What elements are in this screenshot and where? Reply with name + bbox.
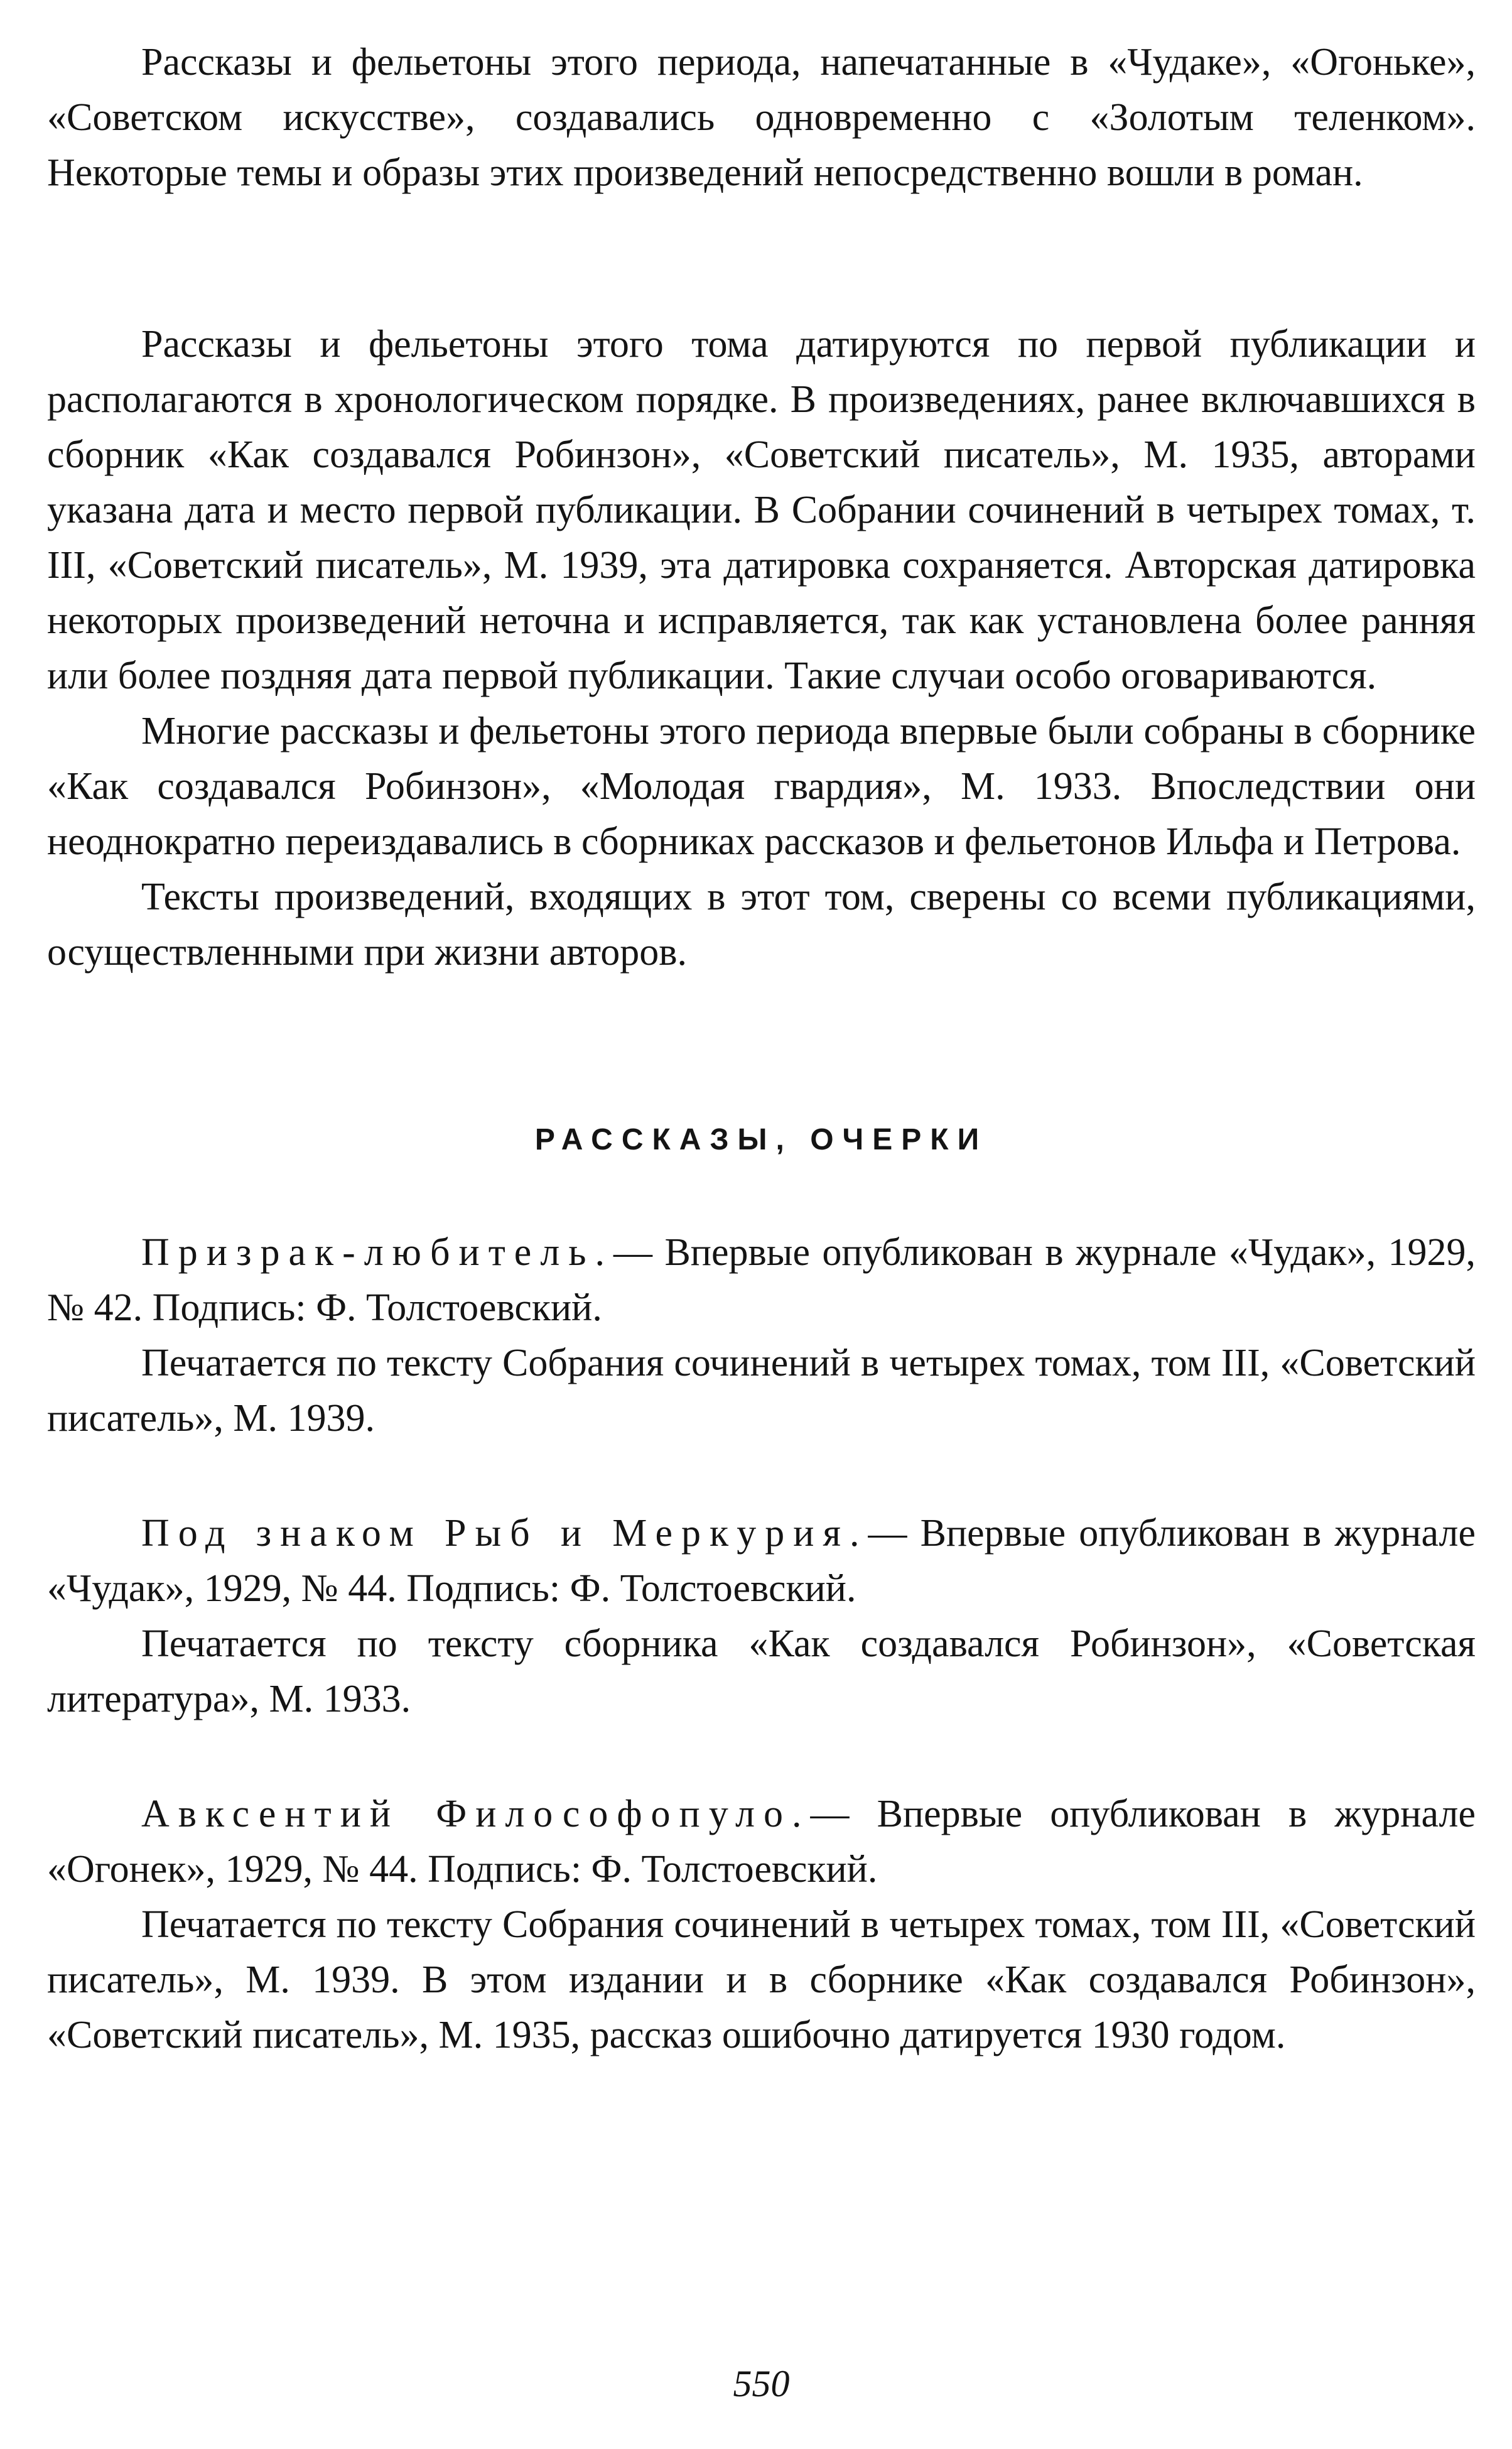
intro-paragraph-1: Рассказы и фельетоны этого периода, напечатанные в «Чудаке», «Огоньке», «Советском искусстве», создавались одновременно с «Золотым теленком». Некоторые темы и образы этих произведений непосредственно вошли в роман. [47,41,1476,194]
entry-source-note: Печатается по тексту Собрания сочинений в четырех томах, том III, «Советский писатель», М. 1939. В этом издании и в сборнике «Как создавался Робинзон», «Советский писатель», М. 1935, рассказ ошибочно датируется 1930 годом. [47,1903,1476,2056]
document-page [47,35,1476,2409]
entry-source-note: Печатается по тексту Собрания сочинений в четырех томах, том III, «Советский писатель», М. 1939. [47,1342,1476,1440]
entry-publication-note: — Впервые опубликован в журнале «Чудак», 1929, № 42. Подпись: Ф. Толстоевский. [47,1231,1476,1329]
intro-paragraph-3: Многие рассказы и фельетоны этого периода впервые были собраны в сборнике «Как создавался Робинзон», «Молодая гвардия», М. 1933. Впоследствии они неоднократно переиздавались в сборниках рассказов и фельетонов Ильфа и Петрова. [47,710,1476,863]
section-heading: РАССКАЗЫ, ОЧЕРКИ [534,1123,988,1156]
entry-first-paragraph [47,1506,1476,1616]
entry-title: Авксентий Философопуло. [141,1793,811,1835]
entry-avksentiy [47,1786,1476,2063]
entry-publication-note: — Впервые опубликован в журнале «Чудак», 1929, № 44. Подпись: Ф. Толстоевский. [47,1512,1476,1610]
spacer [47,980,1476,1115]
entry-pisces-mercury [47,1506,1476,1727]
intro-paragraph-2: Рассказы и фельетоны этого тома датируются по первой публикации и располагаются в хронологическом порядке. В произведениях, ранее включавшихся в сборник «Как создавался Робинзон», «Советский писатель», М. 1935, авторами указана дата и место первой публикации. В Собрании сочинений в четырех томах, т. III, «Советский писатель», М. 1939, эта датировка сохраняется. Авторская датировка некоторых произведений неточна и исправляется, так как установлена более ранняя или более поздняя дата первой публикации. Такие случаи особо оговариваются. [47,323,1476,697]
page-number: 550 [733,2363,790,2404]
entry-title: Под знаком Рыб и Меркурия. [141,1512,868,1555]
entry-title: Призрак-любитель. [141,1231,614,1274]
entry-source-note: Печатается по тексту сборника «Как создавался Робинзон», «Советская литература», М. 1933. [47,1622,1476,1720]
spacer [47,1727,1476,1786]
entry-publication-note: — Впервые опубликован в журнале «Огонек», 1929, № 44. Подпись: Ф. Толстоевский. [47,1793,1476,1891]
spacer [47,1446,1476,1506]
entry-first-paragraph [47,1786,1476,1897]
spacer [47,200,1476,317]
entry-ghost-amateur [47,1225,1476,1446]
entry-first-paragraph [47,1225,1476,1335]
intro-paragraph-4: Тексты произведений, входящих в этот том, сверены со всеми публикациями, осуществленными при жизни авторов. [47,876,1476,974]
spacer [47,1165,1476,1225]
